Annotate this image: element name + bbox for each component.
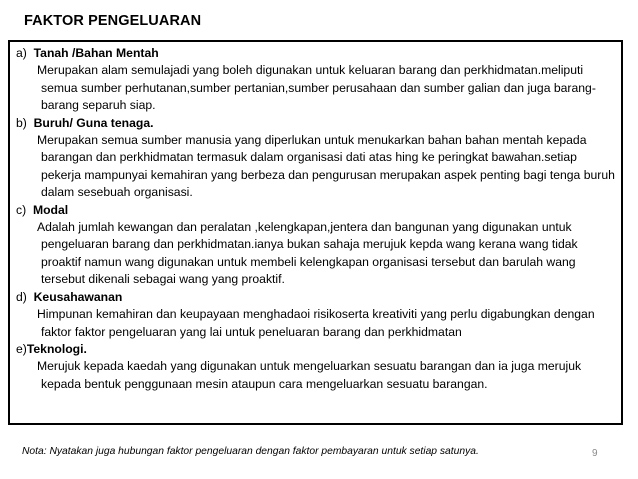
section-heading-label: Buruh/ Guna tenaga. bbox=[33, 115, 154, 130]
section-heading bbox=[16, 202, 615, 219]
section-heading bbox=[16, 45, 615, 62]
section-body: Himpunan kemahiran dan keupayaan menghadaoi risikoserta kreativiti yang perlu digabungkan dengan faktor faktor pengeluaran yang lai untuk peneluaran barang dan perkhidmatan bbox=[37, 307, 595, 339]
section-letter: b) bbox=[16, 115, 27, 130]
section-letter: a) bbox=[16, 46, 27, 60]
section-modal bbox=[16, 202, 615, 289]
section-teknologi bbox=[16, 341, 615, 393]
section-letter: e) bbox=[16, 341, 27, 356]
section-body: Merupakan alam semulajadi yang boleh digunakan untuk keluaran barang dan perkhidmatan.meliputi semua sumber perhutanan,sumber pertanian,sumber perusahaan dan sumber galian dan juga barang-barang separuh siap. bbox=[37, 63, 596, 113]
content-box bbox=[8, 40, 623, 425]
section-heading-label: Teknologi. bbox=[26, 341, 87, 356]
section-heading-label: Tanah /Bahan Mentah bbox=[33, 46, 159, 60]
section-heading bbox=[16, 341, 615, 358]
page-number: 9 bbox=[592, 448, 598, 459]
section-heading-label: Modal bbox=[32, 202, 69, 217]
section-heading bbox=[16, 289, 615, 306]
slide-title: FAKTOR PENGELUARAN bbox=[24, 13, 202, 29]
section-body: Merujuk kepada kaedah yang digunakan untuk mengeluarkan sesuatu barangan dan ia juga merujuk kepada bentuk penggunaan mesin ataupun cara mengeluarkan sesuatu barangan. bbox=[37, 359, 582, 391]
section-body: Merupakan semua sumber manusia yang diperlukan untuk menukarkan bahan bahan mentah kepada barangan dan perkhidmatan termasuk dalam organisasi dati atas hing ke peringkat bawahan.setiap pekerja mampunyai kemahiran yang berbeza dan pengurusan merupakan aspek penting bagi tenga buruh dalam sesebuah organisasi. bbox=[37, 133, 615, 200]
section-heading bbox=[16, 115, 615, 132]
section-tanah bbox=[16, 45, 615, 115]
section-keusahawanan bbox=[16, 289, 615, 341]
footnote: Nota: Nyatakan juga hubungan faktor pengeluaran dengan faktor pembayaran untuk setiap satunya. bbox=[22, 446, 479, 457]
section-letter: c) bbox=[16, 202, 27, 217]
section-letter: d) bbox=[16, 289, 27, 304]
section-heading-label: Keusahawanan bbox=[33, 289, 123, 304]
section-body: Adalah jumlah kewangan dan peralatan ,kelengkapan,jentera dan bangunan yang digunakan untuk pengeluaran barang dan perkhidmatan.ianya bukan sahaja merujuk kepda wang kerana wang tidak proaktif namun wang digunakan untuk membeli kelengkapan organisasi tersebut dan barulah wang tersebut dikenali sebagai wang yang proaktif. bbox=[37, 220, 578, 287]
section-buruh bbox=[16, 115, 615, 202]
